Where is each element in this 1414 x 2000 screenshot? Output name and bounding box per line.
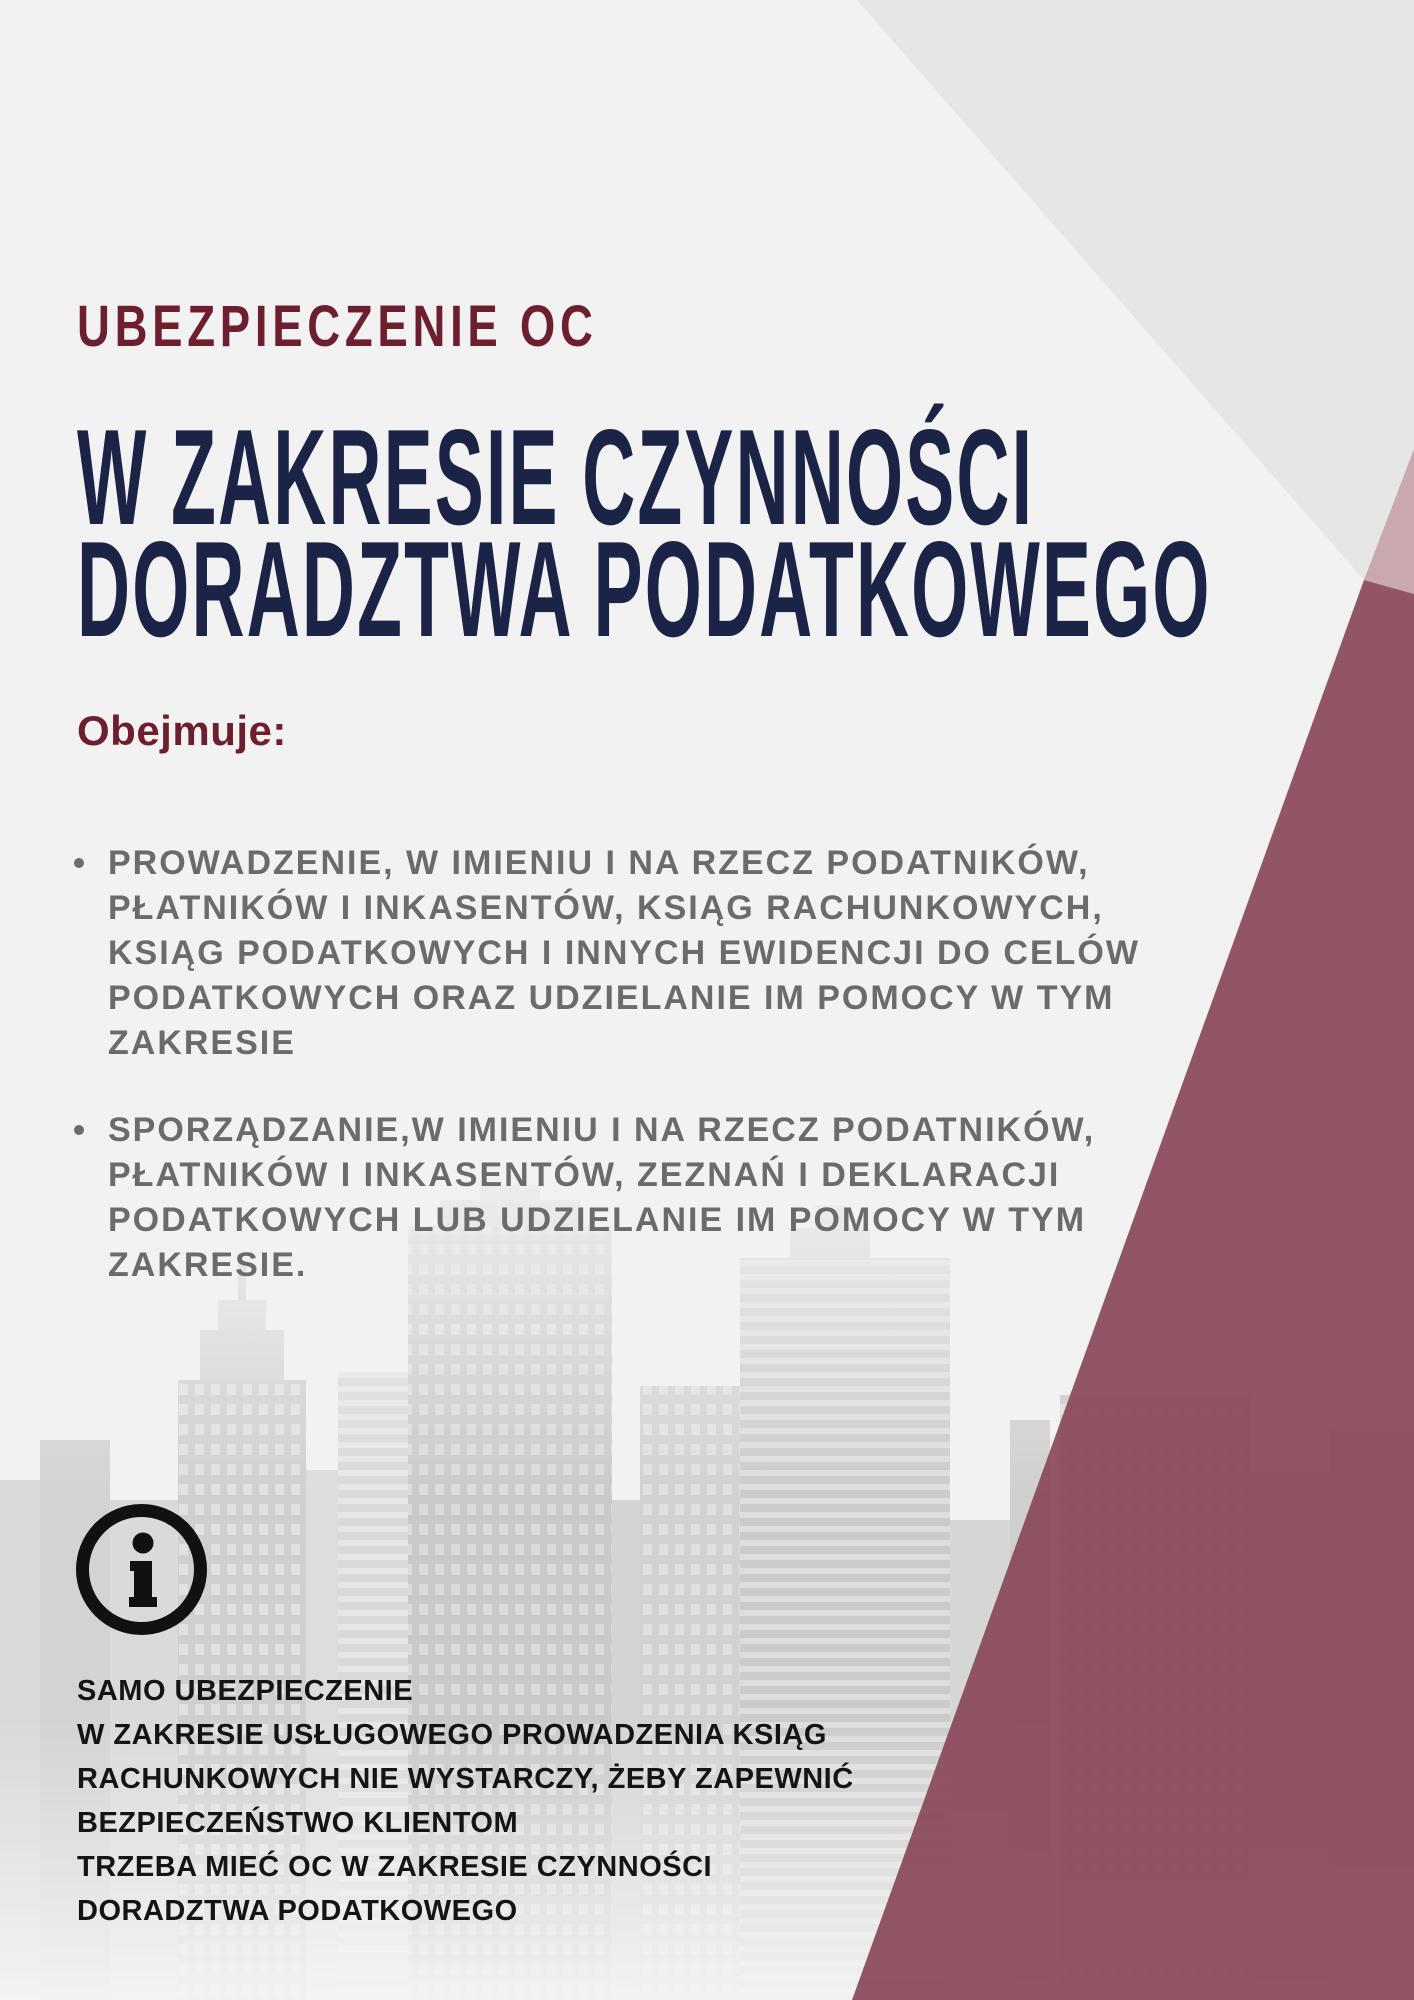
notice-line: RACHUNKOWYCH NIE WYSTARCZY, ŻEBY ZAPEWNIĆ (77, 1763, 854, 1795)
coverage-item-line: PŁATNIKÓW I INKASENTÓW, ZEZNAŃ I DEKLARACJI (108, 1156, 1061, 1194)
scope-label: Obejmuje: (77, 707, 287, 754)
coverage-item-line: ZAKRESIE (108, 1024, 296, 1062)
notice-line: SAMO UBEZPIECZENIE (77, 1675, 414, 1707)
notice-text (77, 1669, 854, 1933)
coverage-item-line: SPORZĄDZANIE,W IMIENIU I NA RZECZ PODATNIKÓW, (108, 1111, 1096, 1149)
coverage-item-text (108, 1108, 1095, 1288)
coverage-item-line: PROWADZENIE, W IMIENIU I NA RZECZ PODATNIKÓW, (108, 844, 1090, 882)
page-title-line: DORADZTWA PODATKOWEGO (77, 513, 1212, 665)
coverage-item-line: PODATKOWYCH LUB UDZIELANIE IM POMOCY W TYM (108, 1201, 1087, 1239)
info-icon-stem (129, 1561, 157, 1607)
page-title-line: W ZAKRESIE CZYNNOŚCI (77, 401, 1035, 553)
coverage-item-line: PŁATNIKÓW I INKASENTÓW, KSIĄG RACHUNKOWYCH, (108, 889, 1104, 927)
notice-line: W ZAKRESIE USŁUGOWEGO PROWADZENIA KSIĄG (77, 1719, 827, 1751)
notice-line: DORADZTWA PODATKOWEGO (77, 1895, 518, 1927)
notice-line: TRZEBA MIEĆ OC W ZAKRESIE CZYNNOŚCI (77, 1851, 713, 1883)
info-icon (76, 1504, 207, 1635)
coverage-item-line: PODATKOWYCH ORAZ UDZIELANIE IM POMOCY W TYM (108, 979, 1115, 1017)
coverage-item-line: KSIĄG PODATKOWYCH I INNYCH EWIDENCJI DO CELÓW (108, 934, 1140, 972)
kicker-heading: UBEZPIECZENIE OC (77, 294, 598, 359)
bullet-dot (74, 858, 84, 868)
coverage-item-text (108, 841, 1140, 1066)
bullet-dot (74, 1125, 84, 1135)
coverage-item-line: ZAKRESIE. (108, 1246, 308, 1284)
notice-line: BEZPIECZEŃSTWO KLIENTOM (77, 1807, 519, 1839)
info-icon-dot (133, 1533, 154, 1554)
page-title (77, 401, 1212, 665)
